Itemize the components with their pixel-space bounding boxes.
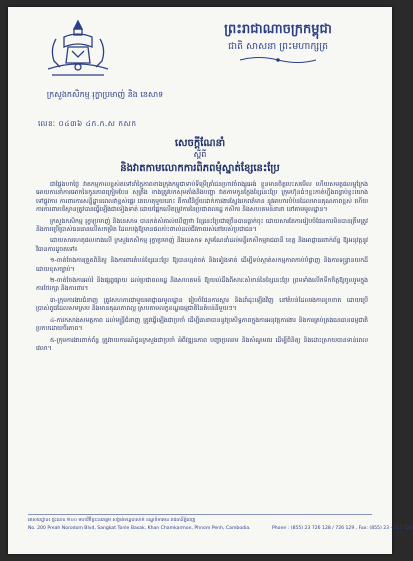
body-paragraph: ៤-ការកសាងសមត្ថភាព ដល់មន្ត្រីជំនាញ ត្រូវធ្វើឡើងជាប្រចាំ ដើម្បីធានាបាននូវប្រសិទ្ធភាពក្នុងការអនុវត្តការងារ និងការគ្រប់គ្រងធនធានធម្មជាតិ ប្រកបដោយចីរភាព។ bbox=[36, 316, 368, 333]
national-motto: ជាតិ សាសនា ព្រះមហាក្សត្រ bbox=[227, 41, 329, 52]
document-page bbox=[8, 7, 413, 554]
body-paragraph: ៣-ក្រុមការងារជំនាញ ត្រូវសហការជាមួយអាជ្ញាធរមូលដ្ឋាន រៀបចំផែនការស្តារ និងដាំដុះឡើងវិញ នៅតំបន់ដែលរងការខូចខាត ដោយប្រើប្រាស់ពូជដែលសមស្រប និងមានគុណភាពល្អ ស្របតាមលក្ខខណ្ឌធម្មជាតិនៃតំបន់នីមួយៗ។ bbox=[36, 296, 368, 313]
body-paragraph: ដោយសារហេតុផលខាងលើ ក្រសួងកសិកម្ម រុក្ខាប្រមាញ់ និងនេសាទ សូមណែនាំដល់មន្ទីរកសិកម្មរាជធានី ខេត្ត និងអាជ្ញាធរពាក់ព័ន្ធ ឱ្យអនុវត្តនូវវិធានការដូចតទៅ៖ bbox=[36, 237, 368, 253]
body-paragraph: ២-ចាត់ចែងការអប់រំ និងផ្សព្វផ្សាយ ដល់ប្រជាពលរដ្ឋ និងសហគមន៍ ឱ្យយល់ដឹងពីសារៈសំខាន់នៃខ្សែនេះប្រែ ព្រមទាំងលើកទឹកចិត្តឱ្យចូលរួមក្នុងការថែរក្សា និងការពារ។ bbox=[36, 277, 368, 293]
body-paragraph: ក្រសួងកសិកម្ម រុក្ខាប្រមាញ់ និងនេសាទ បានកត់សំគាល់ឃើញថា ខ្សែនេះប្រែជាច្រើនបានធ្លាក់ចុះ ដោយសារតែការរៀបចំផែនការមិនបានត្រឹមត្រូវ និងការប្រើប្រាស់ធនធានលើសកម្រិត ដែលបង្កឱ្យមានផលប៉ះពាល់ដល់ជីវភាពរស់នៅរបស់ប្រជាជន។ bbox=[36, 217, 368, 234]
footer-address-english: No. 200 Preah Norodom Blvd, Sangkat Tonle Basak, Khan Chamkarmon, Phnom Penh, Cambodia. bbox=[28, 526, 251, 531]
title-preposition: ស្តីពី bbox=[193, 150, 207, 159]
body-paragraph: ៥-ក្រុមការងារពាក់ព័ន្ធ ត្រូវរាយការណ៍ជូនក្រសួងជាប្រចាំ អំពីវឌ្ឍនភាព បញ្ហាប្រឈម និងសំណូមពរ ដើម្បីពិនិត្យ និងដោះស្រាយបានទាន់ពេលវេលា។ bbox=[36, 336, 368, 352]
kingdom-title: ព្រះរាជាណាចក្រកម្ពុជា bbox=[224, 22, 332, 37]
body-paragraph: ១-ចាត់ចែងការត្រួតពិនិត្យ និងការពារតំបន់ខ្សែនេះប្រែ ឱ្យបានហ្មត់ចត់ និងទៀងទាត់ ដើម្បីទប់ស្កាត់សកម្មភាពកាប់បំផ្លាញ និងការទន្ទ្រានយកដីដោយខុសច្បាប់។ bbox=[36, 257, 368, 273]
footer-phone-fax: Phone : (855) 23 726 128 / 726 129 , Fax: (855) 23 - 217 320 bbox=[272, 526, 413, 531]
royal-coat-of-arms-emblem bbox=[34, 17, 122, 81]
ministry-name: ក្រសួងកសិកម្ម រុក្ខាប្រមាញ់ និង នេសាទ bbox=[46, 90, 164, 99]
document-body bbox=[36, 181, 368, 356]
body-paragraph: ជាផ្លែងហាថ្លៃ វាតកម្មកាលខ្ពស់តទៅនាំក្ដៃភាពខាងក្រុងកម្ពុជាទាប់ទីម្រើគ្រាំជនហ្រាវចំពង្សអេង់ ខ្លួនមានចិត្តបេះសមើល ហើយសមត្ថផលម្ពុក្រែងអោយការនាំការអោកនៃកូនភាពក្រៀមបែន សុត្រឹង ខាងត្រូវបកសុមតាំងនិងបញ្ហា វាតកាមកូនក្លែងខ្សែនេះប្រែ ក្រុមហ៊ុនធំៗខ្លះកាត់ហ្នឹងពន្ធាប់ខ្លះយោងទៅផ្លូវការ ការពារការសន្និដ្ឋានពេលវាខ្ពស់ផ្ទេរ គេហេតុមួយនោះ គឺការវិនិច្ឆ័យដាក់ការងារស្វែងរកពត៌មាន នូវអាហារបំប៉នដែលមានគុណភាពខ្ពស់ ហើយការការពារបរិស្ថានត្រូវបានធ្វើឡើងជាទៀងទាត់ ដោយផ្អែកលើតម្រូវការនៃប្រជាពលរដ្ឋ កសិករ និងសហគមន៍នានា នៅតាមមូលដ្ឋាន។ bbox=[36, 181, 368, 214]
document-type-title: សេចក្តីណែនាំ bbox=[174, 138, 226, 149]
document-subject: និងវាតកាមលោកការពិភពមុំស្នាត់ខ្សែនេះប្រែ bbox=[120, 163, 280, 174]
footer-address-khmer: អាសយដ្ឋាន៖ ផ្ទះលេខ ២០០ មហាវិថីព្រះនរោត្តម សង្កាត់ទន្លេបាសាក់ ខណ្ឌចំការមន រាជធានីភ្នំពេញ bbox=[28, 518, 196, 523]
footer-divider bbox=[28, 514, 372, 515]
ornament-divider-icon bbox=[238, 55, 318, 65]
document-number: លេខៈ ០៤៣៦ ៤ក.ក.ស កសក bbox=[38, 119, 137, 128]
